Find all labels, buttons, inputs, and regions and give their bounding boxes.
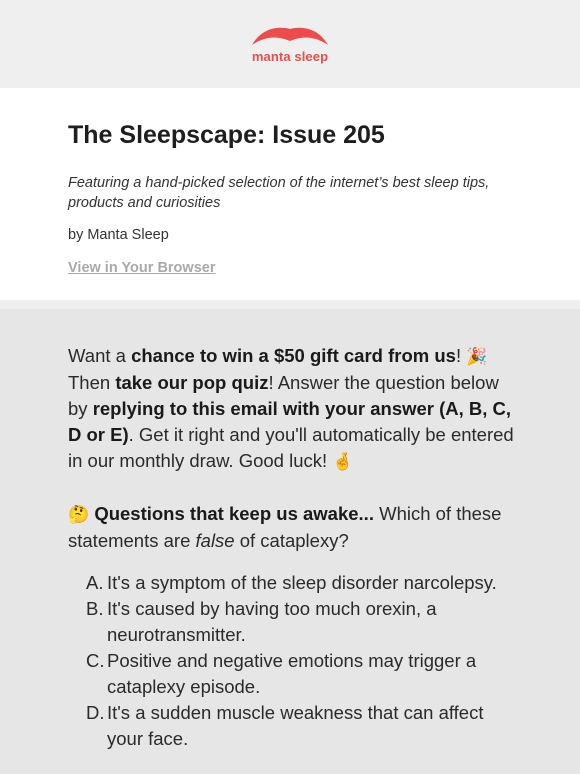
question-paragraph [68, 501, 520, 554]
divider [0, 300, 580, 309]
brand-logo[interactable] [250, 25, 330, 64]
intro-text: . Get it right and you'll automatically be entered in our monthly draw. Good luck! [68, 424, 514, 471]
subtitle: Featuring a hand-picked selection of the internet’s best sleep tips, products and curiosities [68, 175, 490, 211]
option-text: Positive and negative emotions may trigger a cataplexy episode. [107, 650, 477, 697]
option-text: It's a symptom of the sleep disorder narcolepsy. [107, 572, 497, 593]
crossed-fingers-icon: 🤞 [332, 452, 354, 472]
question-text: of cataplexy? [234, 530, 349, 551]
intro-bold: replying to this email with your answer (A, B, C, D or E) [68, 398, 512, 445]
intro-bold: take our pop quiz [115, 372, 269, 393]
intro-text: ! Answer the question below by [68, 372, 499, 419]
party-popper-icon: 🎉 [466, 347, 488, 367]
list-item [86, 700, 520, 752]
answer-options [68, 570, 520, 752]
newsletter-header [0, 88, 580, 300]
question-heading: Questions that keep us awake... [94, 503, 374, 524]
view-in-browser-link[interactable]: View in Your Browser [68, 260, 216, 276]
question-emphasis: false [195, 530, 235, 551]
intro-text: Want a [68, 345, 132, 366]
option-letter: C. [86, 650, 105, 671]
intro-text: ! [455, 345, 467, 366]
intro-bold: chance to win a $50 gift card from us [131, 345, 456, 366]
option-letter: D. [86, 702, 105, 723]
question-text: Which of these statements are [68, 503, 502, 551]
brand-name: manta sleep [251, 48, 329, 64]
option-letter: B. [86, 598, 104, 619]
list-item [86, 596, 520, 648]
intro-paragraph [68, 343, 520, 475]
option-letter: A. [86, 572, 104, 593]
top-band [0, 0, 580, 88]
byline: by Manta Sleep [68, 227, 169, 243]
list-item [86, 648, 520, 700]
thinking-face-icon: 🤔 [68, 505, 90, 525]
intro-text: Then [68, 372, 116, 393]
page-title: The Sleepscape: Issue 205 [68, 121, 385, 149]
option-text: It's caused by having too much orexin, a neurotransmitter. [107, 598, 437, 645]
option-text: It's a sudden muscle weakness that can affect your face. [107, 702, 484, 749]
quiz-section [0, 309, 580, 774]
manta-ray-icon [250, 25, 330, 47]
list-item [86, 570, 520, 596]
